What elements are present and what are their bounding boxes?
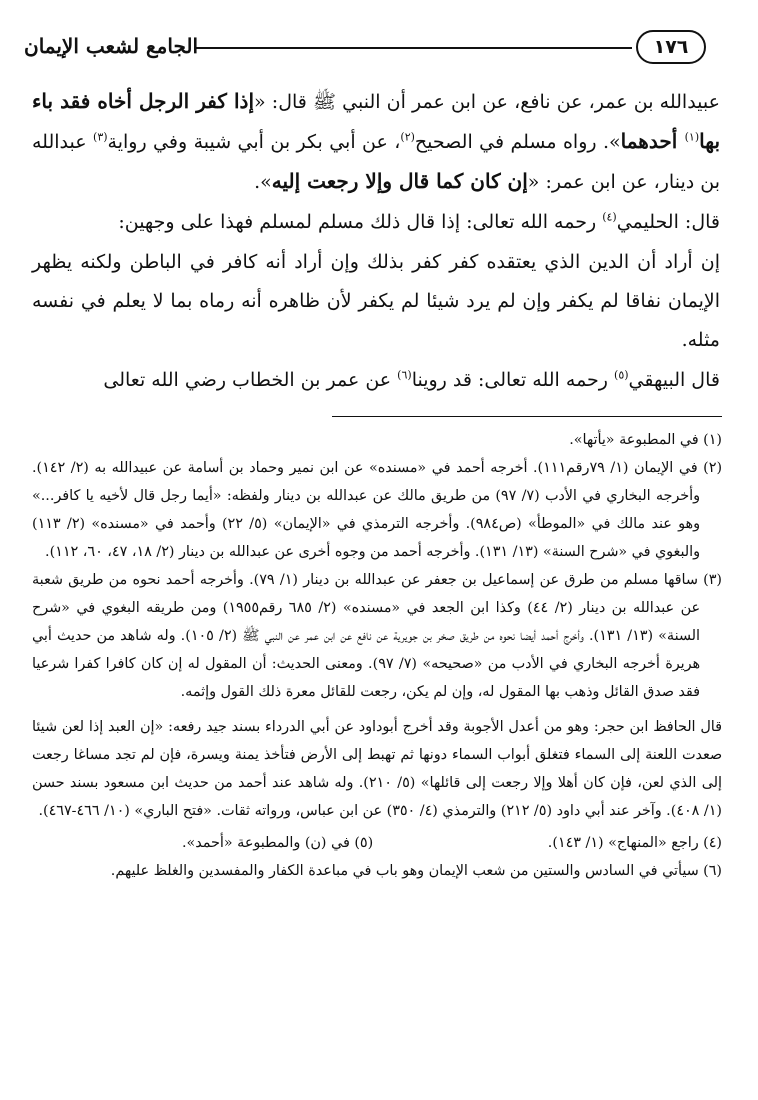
footnote-ref-1[interactable]: (١): [684, 130, 700, 144]
footnote-3: (٣) ساقها مسلم من طرق عن إسماعيل بن جعفر عن عبدالله بن دينار (١/ ٧٩). وأخرجه أحمد نحوه من طريق شعبة عن عبدالله بن دينار (٢/ ٤٤) وكذا ابن الجعد في «مسنده» (٢/ ٦٨٥ رقم١٩٥٥) ومن طريقه البغوي في «شرح السنة» (١٣/ ١٣١). وأخرج أحمد أيضا نحوه من طريق صخر بن جويرية عن نافع عن ابن عمر عن النبي ﷺ (٢/ ١٠٥). وله شاهد من حديث أبي هريرة أخرجه البخاري في الأدب من «صحيحه» (٧/ ٩٧). ومعنى الحديث: أن المقول له إن كان كافرا كفرا شرعيا فقد صدق القائل وذهب بها المقول له، وإن لم يكن، رجعت للقائل معرة ذلك القول وإثمه.: [32, 572, 722, 700]
page-number: ١٧٦: [636, 30, 706, 64]
footnote-ref-4[interactable]: (٤): [602, 210, 617, 224]
page-header: [24, 30, 706, 68]
header-rule: [194, 47, 632, 49]
hadith-text-2: إن كان كما قال وإلا رجعت إليه: [271, 169, 528, 193]
running-title: الجامع لشعب الإيمان: [24, 34, 199, 58]
footnote-4: (٤) راجع «المنهاج» (١/ ١٤٣).: [547, 835, 722, 851]
footnote-ref-3[interactable]: (٣): [93, 130, 108, 144]
footnote-separator: [332, 416, 722, 417]
footnote-5: (٥) في (ن) والمطبوعة «أحمد».: [182, 835, 374, 851]
paragraph-bayhaqi: قال البيهقي$^{(٥)}$ رحمه الله تعالى: قد روينا$^{(٦)}$ عن عمر بن الخطاب رضي الله تعالى: [103, 368, 720, 391]
hadith-text: إذا كفر الرجل أخاه فقد باء بها: [32, 89, 721, 153]
paragraph-halimi: قال: الحليمي$^{(٤)}$ رحمه الله تعالى: إذا قال ذلك مسلم لمسلم فهذا على وجهين:: [118, 210, 720, 233]
footnote-1: (١) في المطبوعة «يأتها».: [569, 432, 722, 448]
paragraph-hadith: عبيدالله بن عمر، عن نافع، عن ابن عمر أن النبي ﷺ قال: «إذا كفر الرجل أخاه فقد باء بها$^{(١)}$ أحدهما». رواه مسلم في الصحيح$^{(٢)}$، عن أبي بكر بن أبي شيبة وفي رواية$^{(٣)}$ عبدالله بن دينار، عن ابن عمر: «إن كان كما قال وإلا رجعت إليه».: [32, 89, 721, 193]
main-text: [32, 82, 720, 401]
paragraph-explanation: إن أراد أن الدين الذي يعتقده كفر كفر بذلك وإن أراد أنه كافر في الباطن ولكنه يظهر الإيمان نفاقا لم يكفر وإن لم يرد شيئا لم يكفر لأن ظاهره أنه رماه بما لا يعلم في نفسه مثله.: [32, 251, 720, 351]
footnote-ref-5[interactable]: (٥): [614, 368, 629, 382]
footnote-6: (٦) سيأتي في السادس والستين من شعب الإيمان وهو باب في مباعدة الكفار والمفسدين والغلظ عليهم.: [110, 863, 722, 879]
footnote-ref-6[interactable]: (٦): [397, 368, 412, 382]
footnote-2: (٢) في الإيمان (١/ ٧٩رقم١١١). أخرجه أحمد في «مسنده» عن ابن نمير وحماد بن أسامة عن عبيدالله به (٢/ ١٤٢). وأخرجه البخاري في الأدب (٧/ ٩٧) من طريق مالك عن عبدالله بن دينار ولفظه: «أيما رجل قال لأخيه يا كافر...» وهو عند مالك في «الموطأ» (ص٩٨٤). وأخرجه الترمذي في «الإيمان» (٥/ ٢٢) وأحمد في «مسنده» (٢/ ١١٣) والبغوي في «شرح السنة» (١٣/ ١٣١). وأخرجه أحمد من وجوه أخرى عن عبدالله بن دينار (٢/ ١٨، ٤٧، ٦٠، ١١٢).: [32, 460, 723, 560]
footnote-ref-2[interactable]: (٢): [400, 130, 415, 144]
footnote-3-continued: قال الحافظ ابن حجر: وهو من أعدل الأجوبة وقد أخرج أبوداود عن أبي الدرداء بسند جيد رفعه: «إن العبد إذا لعن شيئا صعدت اللعنة إلى السماء فتغلق أبواب السماء دونها ثم تهبط إلى الأرض فتأخذ يمنة ويسرة، فإن لم تجد مساغا رجعت إلى الذي لعن، فإن كان أهلا وإلا رجعت إلى قائلها» (٥/ ٢١٠). وله شاهد عند أحمد من حديث ابن مسعود بسند حسن (١/ ٤٠٨). وآخر عند أبي داود (٥/ ٢١٢) والترمذي (٤/ ٣٥٠) عن ابن عباس، ورواته ثقات. «فتح الباري» (١٠/ ٤٦٦-٤٦٧).: [32, 719, 722, 819]
footnotes: [32, 426, 722, 885]
footnotes-4-5: [32, 829, 722, 857]
